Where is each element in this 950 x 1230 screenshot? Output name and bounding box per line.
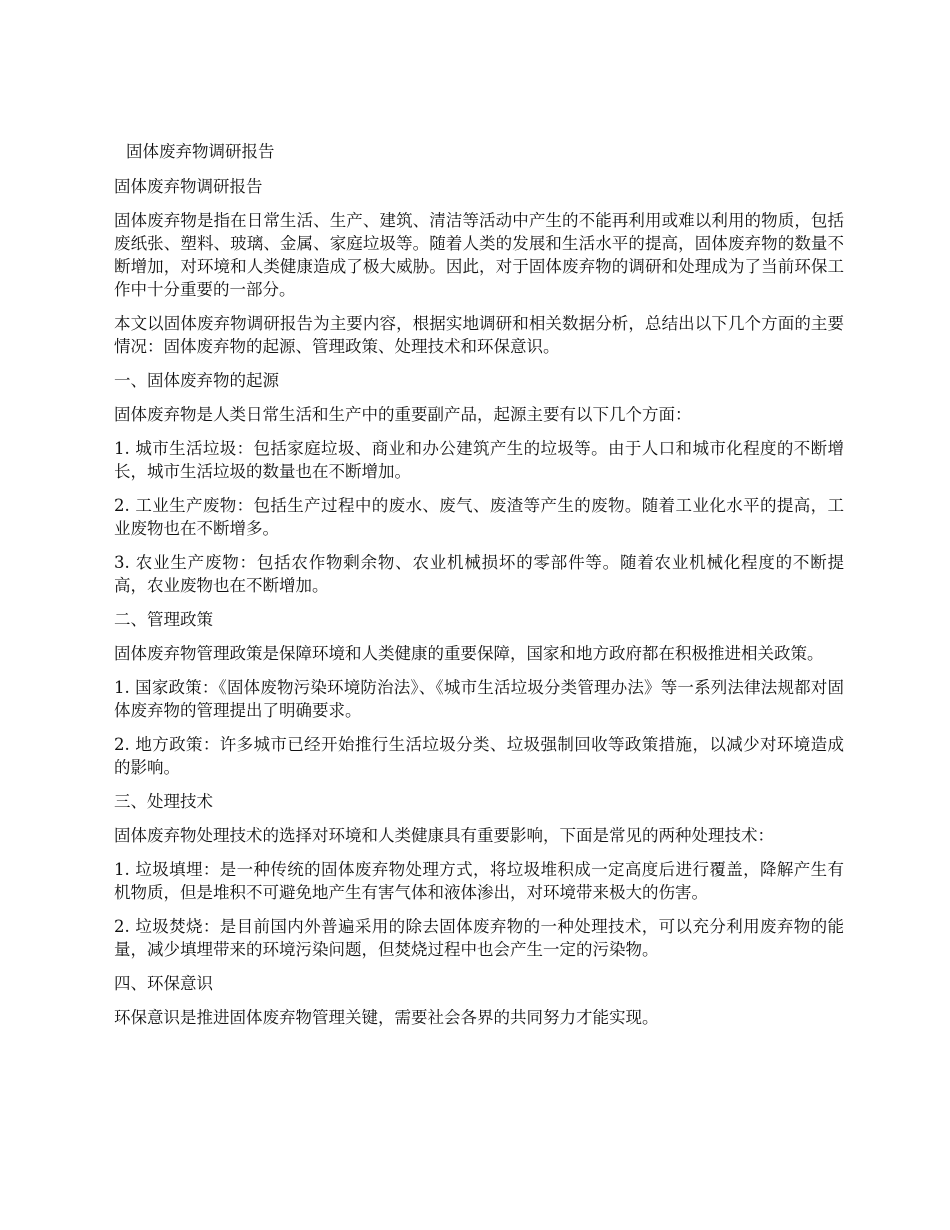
intro-paragraph: 固体废弃物是指在日常生活、生产、建筑、清洁等活动中产生的不能再利用或难以利用的物质，包括废纸张、塑料、玻璃、金属、家庭垃圾等。随着人类的发展和生活水平的提高，固体废弃物的数量不断增加，对环境和人类健康造成了极大威胁。因此，对于固体废弃物的调研和处理成为了当前环保工作中十分重要的一部分。 bbox=[114, 211, 844, 299]
list-item: 2. 工业生产废物：包括生产过程中的废水、废气、废渣等产生的废物。随着工业化水平的提高，工业废物也在不断增多。 bbox=[114, 496, 844, 538]
section-intro: 固体废弃物是人类日常生活和生产中的重要副产品，起源主要有以下几个方面： bbox=[114, 405, 692, 424]
section-heading-origin: 一、固体废弃物的起源 bbox=[114, 371, 279, 390]
section-intro: 环保意识是推进固体废弃物管理关键，需要社会各界的共同努力才能实现。 bbox=[114, 1008, 659, 1027]
section-intro: 固体废弃物管理政策是保障环境和人类健康的重要保障，国家和地方政府都在积极推进相关政策。 bbox=[114, 644, 824, 663]
document-title: 固体废弃物调研报告 bbox=[126, 142, 275, 161]
list-item: 1. 垃圾填埋：是一种传统的固体废弃物处理方式，将垃圾堆积成一定高度后进行覆盖，降解产生有机物质，但是堆积不可避免地产生有害气体和液体渗出，对环境带来极大的伤害。 bbox=[114, 860, 844, 902]
section-heading-technology: 三、处理技术 bbox=[114, 792, 213, 811]
list-item: 2. 垃圾焚烧：是目前国内外普遍采用的除去固体废弃物的一种处理技术，可以充分利用废弃物的能量，减少填埋带来的环境污染问题，但焚烧过程中也会产生一定的污染物。 bbox=[114, 917, 844, 959]
section-heading-policy: 二、管理政策 bbox=[114, 610, 213, 629]
list-item: 1. 国家政策：《固体废物污染环境防治法》、《城市生活垃圾分类管理办法》等一系列法律法规都对固体废弃物的管理提出了明确要求。 bbox=[114, 678, 844, 720]
section-intro: 固体废弃物处理技术的选择对环境和人类健康具有重要影响，下面是常见的两种处理技术： bbox=[114, 826, 774, 845]
document-subtitle: 固体废弃物调研报告 bbox=[114, 177, 263, 196]
list-item: 2. 地方政策：许多城市已经开始推行生活垃圾分类、垃圾强制回收等政策措施，以减少对环境造成的影响。 bbox=[114, 735, 844, 777]
list-item: 3. 农业生产废物：包括农作物剩余物、农业机械损坏的零部件等。随着农业机械化程度的不断提高，农业废物也在不断增加。 bbox=[114, 553, 844, 595]
intro-paragraph: 本文以固体废弃物调研报告为主要内容，根据实地调研和相关数据分析，总结出以下几个方面的主要情况：固体废弃物的起源、管理政策、处理技术和环保意识。 bbox=[114, 314, 844, 356]
document-body bbox=[114, 140, 844, 1040]
section-heading-awareness: 四、环保意识 bbox=[114, 974, 213, 993]
list-item: 1. 城市生活垃圾：包括家庭垃圾、商业和办公建筑产生的垃圾等。由于人口和城市化程度的不断增长，城市生活垃圾的数量也在不断增加。 bbox=[114, 439, 844, 481]
